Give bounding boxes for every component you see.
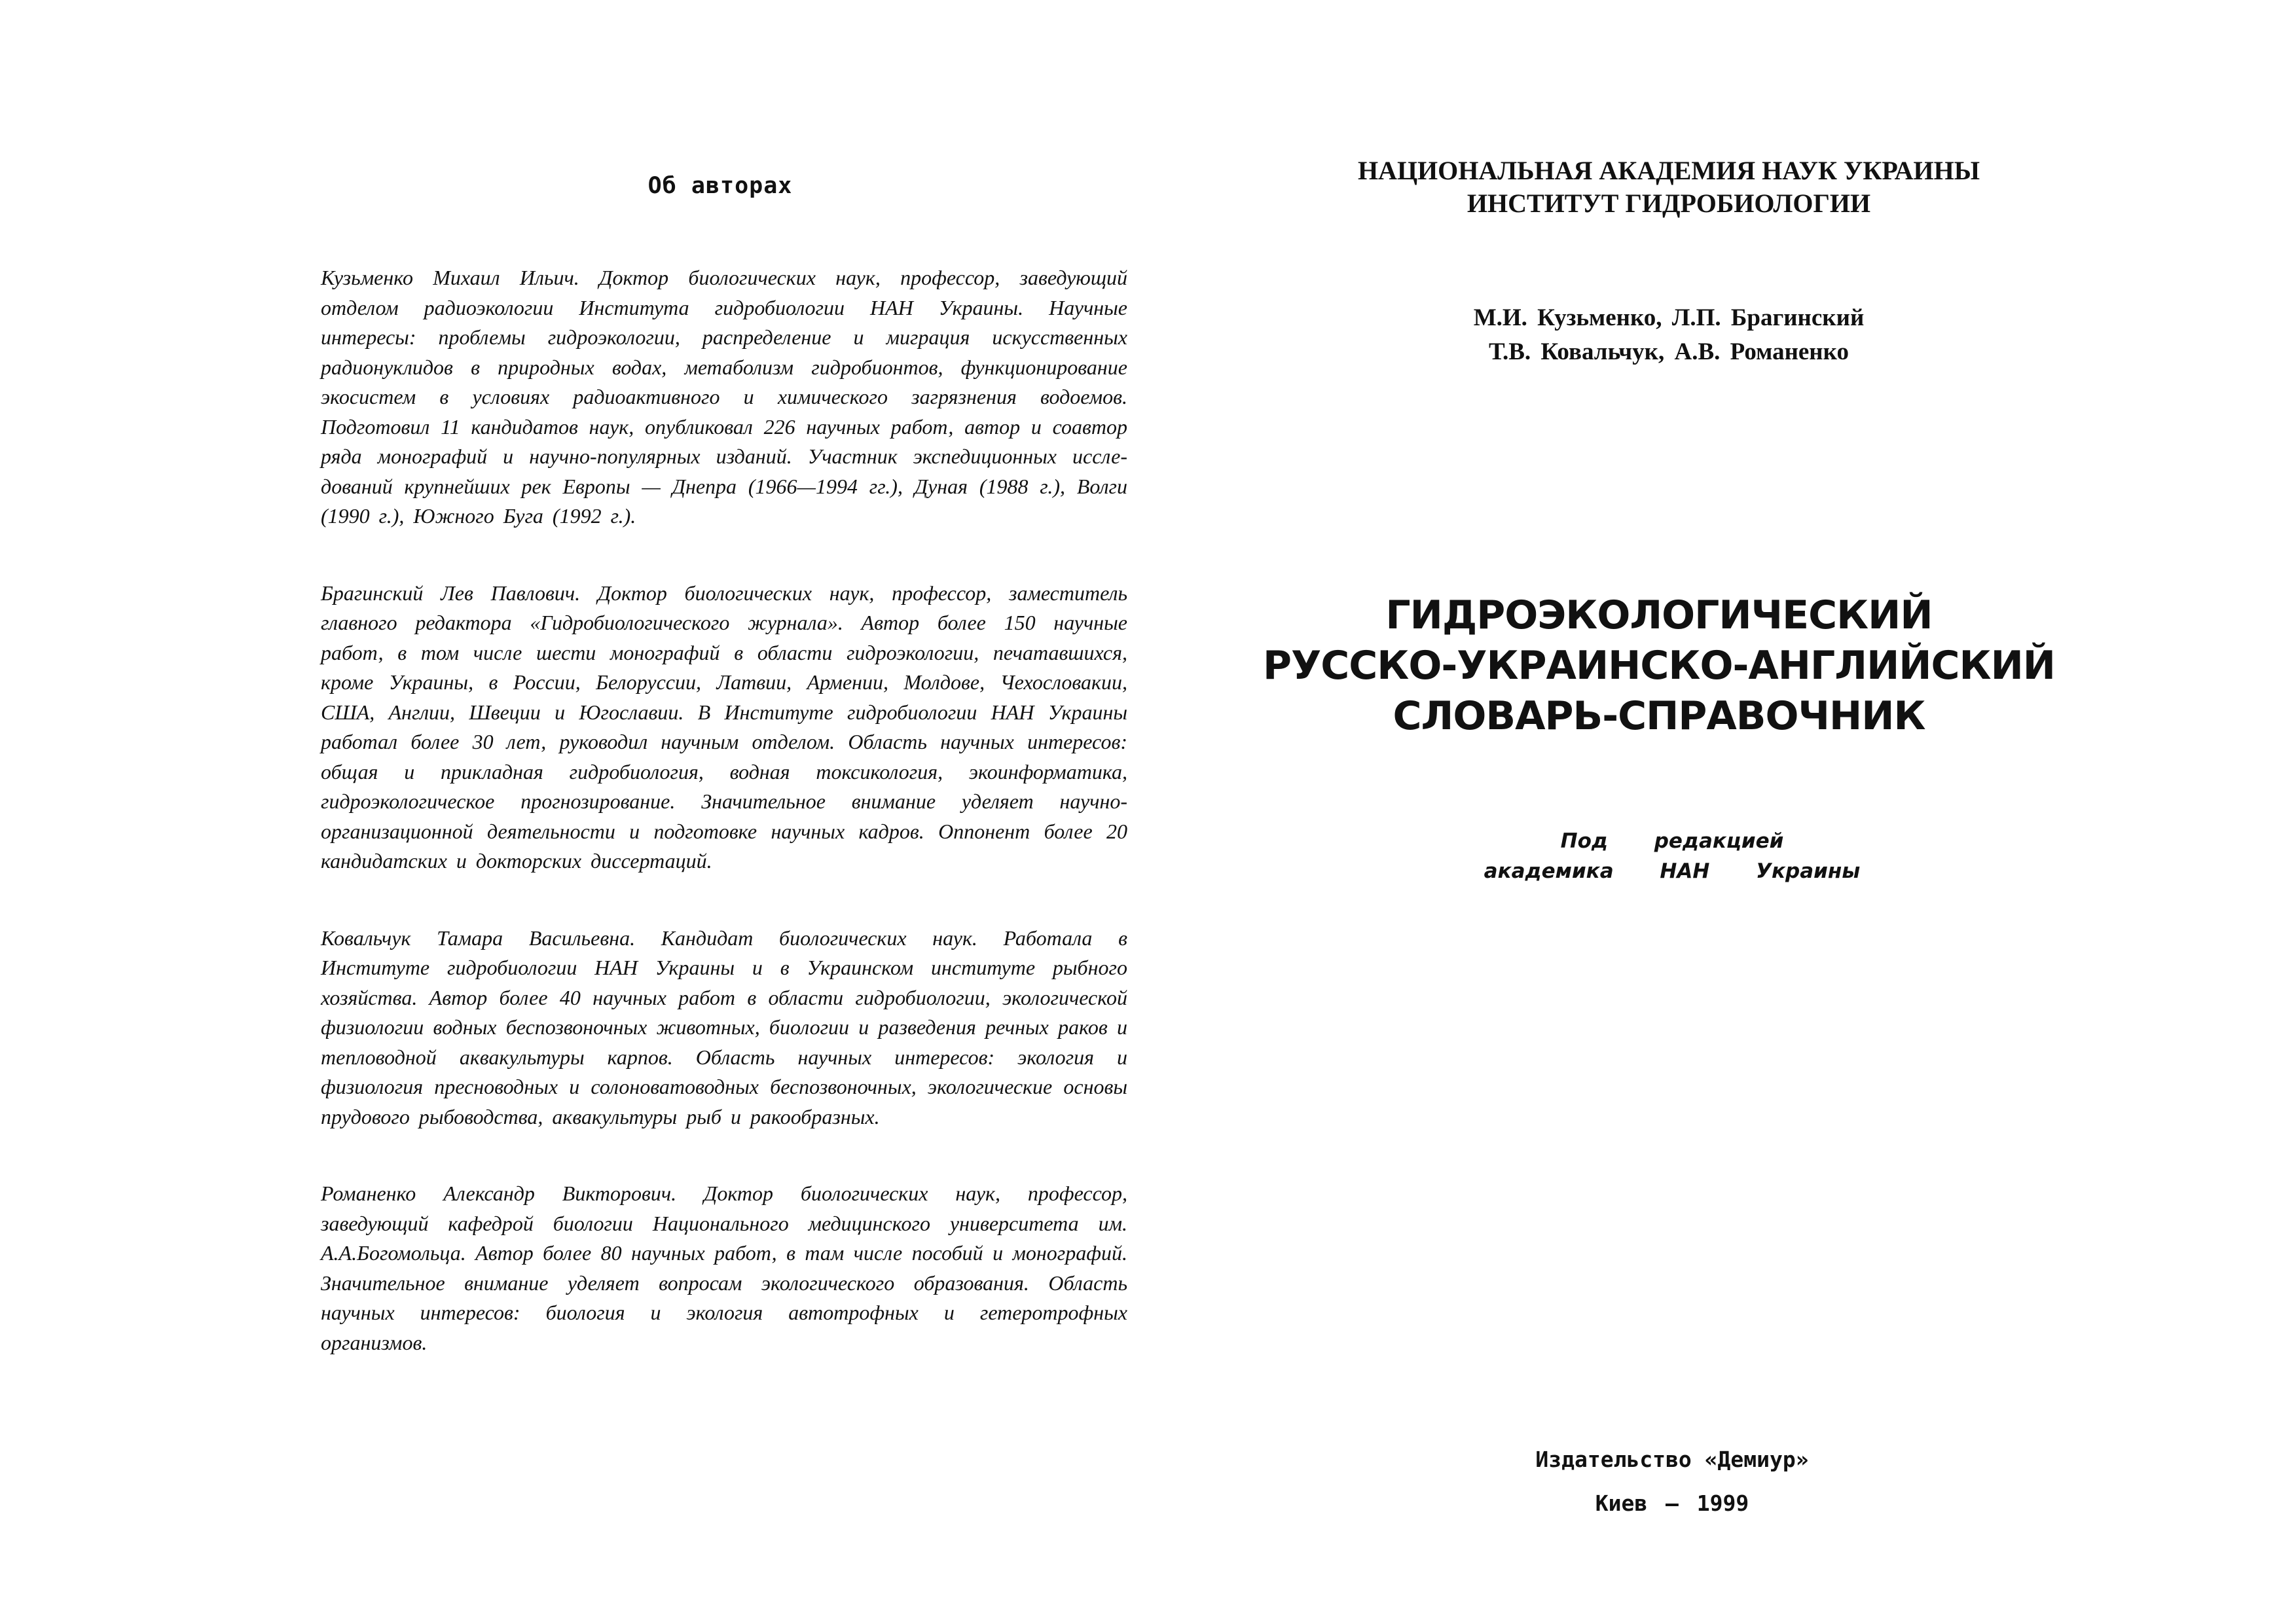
book-title [1201, 590, 2117, 742]
authors-line-1: М.И. Кузьменко, Л.П. Брагинский [1473, 304, 1865, 331]
book-title-line-1: ГИДРОЭКОЛОГИЧЕСКИЙ [1385, 592, 1933, 638]
publisher-block [1345, 1437, 1999, 1525]
editor-line-2: академика НАН Украины [1484, 859, 1861, 883]
institute-name: ИНСТИТУТ ГИДРОБИОЛОГИИ [1467, 189, 1871, 218]
book-title-line-2: РУССКО-УКРАИНСКО-АНГЛИЙСКИЙ [1262, 643, 2056, 689]
bio-kovalchuk: Ковальчук Тамара Васильевна. Кандидат биологических наук. Работала в Институте гидробиологии НАН Украины и в Украинском институте рыбного хозяйства. Автор более 40 научных работ в области гидробиологии, экологической физиологии водных беспозвоночных животных, биологии и разведения речных раков и тепловодной аквакультуры карпов. Область научных интересов: экология и физиология пресноводных и солоноватоводных беспозвоночных, экологические основы прудового рыбоводства, аквакультуры рыб и ракообразных. [321, 926, 1127, 1128]
editor-note [1410, 826, 1934, 886]
book-title-line-3: СЛОВАРЬ-СПРАВОЧНИК [1393, 693, 1925, 739]
bio-braginsky: Брагинский Лев Павлович. Доктор биологических наук, профессор, заместитель главного редактора «Гидробиологического журнала». Автор более 150 научные работ, в том числе шести монографий в области гидроэкологии, печатавшихся, кроме Украины, в России, Белоруссии, Латвии, Армении, Молдове, Чехословакии, США, Англии, Швеции и Югославии. В Институте гидробиологии НАН Украины работал более 30 лет, руководил научным отделом. Область научных интересов: общая и прикладная гидробиология, водная токсикология, экоинформатика, гидроэкологическое прогнозирование. Значительное внимание уделяет научно-организационной деятельности и подготовке научных кадров. Оппонент более 20 кандидатских и докторских диссертаций. [321, 581, 1127, 873]
bio-kuzmenko: Кузьменко Михаил Ильич. Доктор биологических наук, профессор, заведующий отделом радиоэкологии Института гидробиологии НАН Украины. Научные интересы: проблемы гидроэкологии, распределение и миграция искусственных радионуклидов в природных водах, метаболизм гидробионтов, функционирование экосистем в условиях радиоактивного и химического загрязнения водоемов. Подготовил 11 кандидатов наук, опубликовал 226 научных работ, автор и соавтор ряда монографий и научно-популярных изданий. Участник экспедиционных исследований крупнейших рек Европы — Днепра (1966—1994 гг.), Дуная (1988 г.), Волги (1990 г.), Южного Буга (1992 г.). [321, 266, 1127, 528]
authors-list [1260, 301, 2078, 369]
right-page [1148, 0, 2296, 1624]
about-authors-heading: Об авторах [647, 173, 793, 199]
authors-line-2: Т.В. Ковальчук, А.В. Романенко [1489, 338, 1849, 365]
bio-romanenko: Романенко Александр Викторович. Доктор биологических наук, профессор, заведующий кафедрой биологии Национального медицинского университета им. А.А.Богомольца. Автор более 80 научных работ, в там числе пособий и монографий. Значительное внимание уделяет вопросам экологического образования. Область научных интересов: биология и экология автотрофных и гетеротрофных организмов. [321, 1182, 1127, 1354]
publisher-name: Издательство «Демиур» [1535, 1447, 1809, 1472]
academy-name: НАЦИОНАЛЬНАЯ АКАДЕМИЯ НАУК УКРАИНЫ [1357, 156, 1980, 185]
city-year: Киев — 1999 [1595, 1490, 1749, 1516]
author-bios [321, 263, 1127, 1405]
editor-line-1: Под редакцией [1560, 829, 1784, 853]
institution-header [1260, 154, 2078, 220]
